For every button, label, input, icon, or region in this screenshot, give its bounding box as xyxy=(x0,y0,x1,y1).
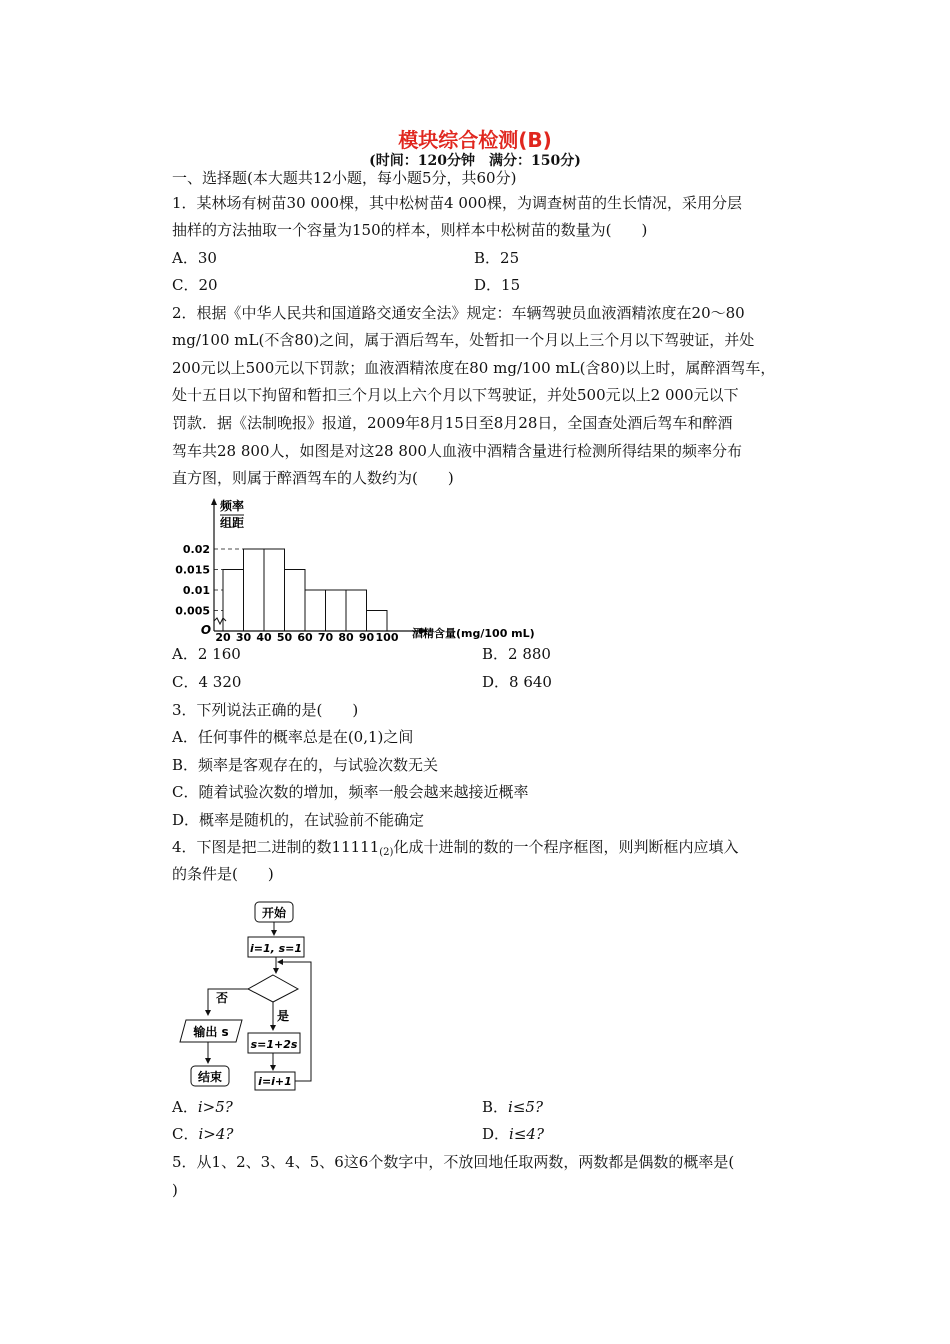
q3-option-d: D．概率是随机的，在试验前不能确定 xyxy=(172,811,425,829)
page-subtitle: (时间：120分钟 满分：150分) xyxy=(369,153,581,169)
origin-label: O xyxy=(200,623,212,637)
q3-option-c: C．随着试验次数的增加，频率一般会越来越接近概率 xyxy=(172,783,529,801)
x-tick-label: 40 xyxy=(256,631,272,644)
q3-option-a: A．任何事件的概率总是在(0,1)之间 xyxy=(172,728,414,746)
q4-line1 xyxy=(172,837,738,863)
q4-option-b xyxy=(482,1097,543,1117)
q2-line4: 处十五日以下拘留和暂扣三个月以上六个月以下驾驶证，并处500元以上2 000元以下 xyxy=(172,386,739,404)
q4-binary-subscript: (2) xyxy=(379,847,394,858)
q1-option-c: C．20 xyxy=(172,276,218,294)
x-tick-label: 80 xyxy=(338,631,354,644)
q4-line1-end: 化成十进制的数的一个程序框图，则判断框内应填入 xyxy=(393,838,739,856)
q3-stem: 3．下列说法正确的是( ) xyxy=(172,701,359,719)
q2-line3: 200元以上500元以下罚款；血液酒精浓度在80 mg/100 mL(含80)以上时，属醉酒驾车， xyxy=(172,359,776,377)
q4-option-a-prefix: A． xyxy=(172,1098,198,1116)
q2-option-c: C．4 320 xyxy=(172,673,242,691)
condition-diamond xyxy=(248,975,298,1002)
q1-option-b: B．25 xyxy=(474,249,520,267)
init-text: i=1, s=1 xyxy=(249,942,303,955)
x-tick-label: 30 xyxy=(235,631,252,644)
q4-option-a xyxy=(172,1097,233,1117)
q2-line6: 驾车共28 800人，如图是对这28 800人血液中酒精含量进行检测所得结果的频率分布 xyxy=(172,442,742,460)
q2-option-b: B．2 880 xyxy=(482,645,551,663)
q4-option-c-expr: i>4? xyxy=(198,1125,234,1143)
incr-text: i=i+1 xyxy=(258,1075,292,1088)
calc-text: s=1+2s xyxy=(250,1038,298,1051)
yes-label: 是 xyxy=(277,1009,290,1023)
histogram-bar-90-100 xyxy=(367,611,388,632)
y-tick-label: 0.005 xyxy=(175,604,210,618)
y-tick-label: 0.01 xyxy=(182,584,210,597)
histogram-bar-70-80 xyxy=(326,590,347,631)
x-tick-label: 70 xyxy=(317,631,334,644)
q2-line1: 2．根据《中华人民共和国道路交通安全法》规定：车辆驾驶员血液酒精浓度在20～80 xyxy=(172,304,745,322)
q4-option-d-prefix: D． xyxy=(482,1125,510,1143)
q1-option-a: A．30 xyxy=(172,249,217,267)
q4-option-d-expr: i≤4? xyxy=(509,1125,544,1143)
section-heading: 一、选择题(本大题共12小题，每小题5分，共60分) xyxy=(172,169,517,187)
page-title: 模块综合检测(B) xyxy=(398,128,552,152)
x-tick-label: 60 xyxy=(297,631,313,644)
histogram-bar-60-70 xyxy=(305,590,326,631)
histogram-bar-40-50 xyxy=(264,549,285,631)
q2-line2: mg/100 mL(不含80)之间，属于酒后驾车，处暂扣一个月以上三个月以下驾驶证，并处 xyxy=(172,331,755,349)
x-tick-label: 20 xyxy=(215,631,231,644)
q2-line5: 罚款．据《法制晚报》报道，2009年8月15日至8月28日，全国查处酒后驾车和醉酒 xyxy=(172,414,733,432)
y-tick-label: 0.02 xyxy=(182,543,210,556)
q4-line2: 的条件是( ) xyxy=(172,865,274,883)
q5-line2: ) xyxy=(172,1181,178,1199)
x-tick-label: 50 xyxy=(276,631,293,644)
q4-option-b-expr: i≤5? xyxy=(508,1098,543,1116)
q4-option-c xyxy=(172,1124,233,1144)
y-axis-arrow xyxy=(211,498,217,505)
q2-option-d: D．8 640 xyxy=(482,673,552,691)
y-tick-label: 0.015 xyxy=(175,563,210,577)
x-tick-label: 90 xyxy=(358,631,375,644)
histogram-bar-20-30 xyxy=(223,570,244,632)
q2-line7: 直方图，则属于醉酒驾车的人数约为( ) xyxy=(172,469,454,487)
q3-option-b: B．频率是客观存在的，与试验次数无关 xyxy=(172,756,439,774)
q1-line2: 抽样的方法抽取一个容量为150的样本，则样本中松树苗的数量为( ) xyxy=(172,221,648,239)
end-text: 结束 xyxy=(197,1070,223,1084)
q4-option-a-expr: i>5? xyxy=(197,1098,233,1116)
q5-line1: 5．从1、2、3、4、5、6这6个数字中，不放回地任取两数，两数都是偶数的概率是( xyxy=(172,1153,735,1171)
start-text: 开始 xyxy=(261,906,287,920)
histogram-bar-30-40 xyxy=(244,549,265,631)
q4-option-d xyxy=(482,1124,544,1144)
y-label-top: 频率 xyxy=(219,499,245,513)
histogram-bar-50-60 xyxy=(285,570,306,632)
output-text: 输出 s xyxy=(193,1025,229,1039)
q4-option-c-prefix: C． xyxy=(172,1125,199,1143)
x-axis-label: 酒精含量(mg/100 mL) xyxy=(412,627,535,640)
histogram-chart xyxy=(175,494,560,644)
q1-line1: 1．某林场有树苗30 000棵，其中松树苗4 000棵，为调查树苗的生长情况，采用分层 xyxy=(172,194,742,212)
histogram-bar-80-90 xyxy=(346,590,367,631)
q1-option-d: D．15 xyxy=(474,276,521,294)
x-tick-label: 100 xyxy=(375,631,399,644)
q4-option-b-prefix: B． xyxy=(482,1098,509,1116)
y-label-bottom: 组距 xyxy=(219,516,245,530)
q2-option-a: A．2 160 xyxy=(172,645,241,663)
q4-line1-start: 4．下图是把二进制的数11111 xyxy=(172,838,380,856)
no-label: 否 xyxy=(216,991,229,1005)
flowchart xyxy=(172,895,332,1095)
